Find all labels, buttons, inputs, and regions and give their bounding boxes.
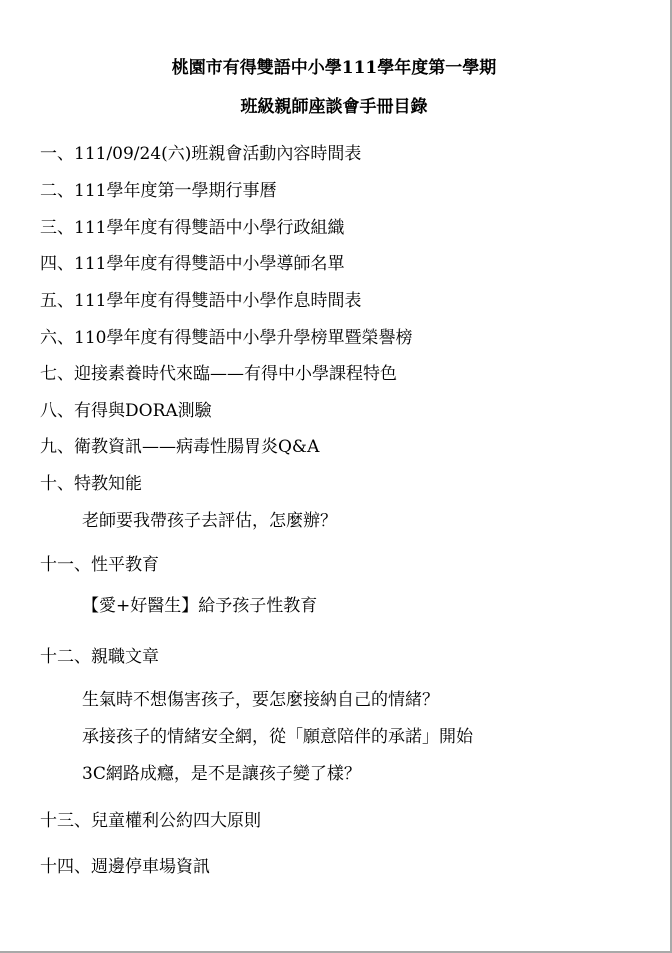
toc-item-7: 七、迎接素養時代來臨——有得中小學課程特色 (40, 364, 397, 384)
toc-item-14: 十四、週邊停車場資訊 (40, 857, 210, 877)
toc-item-8: 八、有得與DORA測驗 (40, 401, 212, 421)
toc-item-5: 五、111學年度有得雙語中小學作息時間表 (40, 291, 362, 311)
toc-subitem-11-1: 【愛+好醫生】給予孩子性教育 (82, 596, 318, 616)
toc-item-12: 十二、親職文章 (40, 647, 159, 667)
toc-subitem-12-1: 生氣時不想傷害孩子，要怎麼接納自己的情緒？ (82, 690, 439, 710)
toc-item-9: 九、衛教資訊——病毒性腸胃炎Q&A (40, 437, 320, 457)
toc-item-13: 十三、兒童權利公約四大原則 (40, 811, 261, 831)
toc-subitem-12-3: 3C網路成癮，是不是讓孩子變了樣？ (82, 764, 361, 784)
toc-item-2: 二、111學年度第一學期行事曆 (40, 181, 277, 201)
toc-subitem-12-2: 承接孩子的情緒安全網，從「願意陪伴的承諾」開始 (82, 727, 473, 747)
document-subtitle: 班級親師座談會手冊目錄 (240, 97, 428, 117)
toc-item-1: 一、111/09/24(六)班親會活動內容時間表 (40, 144, 362, 164)
toc-item-10: 十、特教知能 (40, 474, 142, 494)
document-title: 桃園市有得雙語中小學111學年度第一學期 (171, 58, 497, 78)
toc-subitem-10-1: 老師要我帶孩子去評估，怎麼辦？ (82, 511, 337, 531)
toc-item-11: 十一、性平教育 (40, 555, 159, 575)
toc-item-6: 六、110學年度有得雙語中小學升學榜單暨榮譽榜 (40, 328, 413, 348)
toc-item-3: 三、111學年度有得雙語中小學行政組織 (40, 218, 345, 238)
toc-item-4: 四、111學年度有得雙語中小學導師名單 (40, 254, 345, 274)
